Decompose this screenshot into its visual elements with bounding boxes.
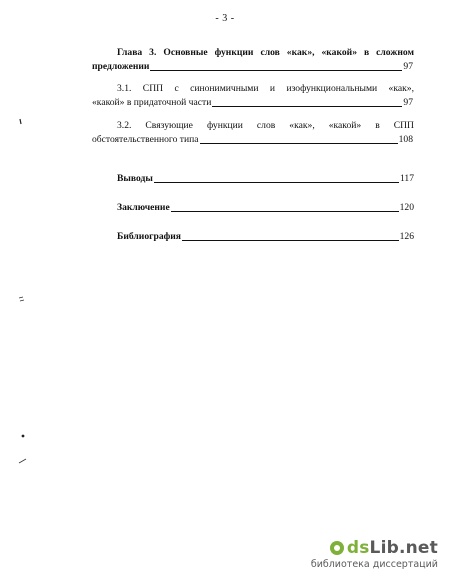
bibliography-row — [117, 231, 414, 243]
watermark-subtitle: библиотека диссертаций — [310, 559, 438, 570]
leader-line — [212, 106, 402, 107]
leader-line — [150, 70, 402, 71]
section-3-1-row — [92, 97, 413, 109]
conclusions-page: 117 — [399, 173, 414, 184]
watermark-logo — [311, 538, 438, 558]
conclusions-label: Выводы — [117, 173, 153, 184]
page-number: - 3 - — [215, 13, 235, 24]
conclusions-row — [117, 173, 414, 185]
chapter-page: 97 — [403, 61, 413, 72]
chapter-title-row — [92, 61, 413, 73]
section-3-1-page: 97 — [403, 97, 413, 108]
scan-mark-icon — [18, 457, 28, 465]
scan-mark-icon — [18, 296, 26, 304]
leader-line — [154, 182, 399, 183]
section-3-2-line2: обстоятельственного типа — [92, 134, 199, 145]
dslib-watermark[interactable] — [311, 538, 438, 570]
leader-line — [200, 143, 398, 144]
section-3-1-line2: «какой» в придаточной части — [92, 97, 212, 108]
scan-mark-icon — [20, 432, 26, 440]
scan-mark-icon — [18, 118, 24, 126]
chapter-title-line2: предложении — [92, 61, 150, 72]
section-3-1-line1: 3.1. СПП с синонимичными и изофункциональными «как», — [117, 83, 414, 94]
bibliography-page: 126 — [399, 231, 414, 242]
leader-line — [171, 211, 399, 212]
watermark-brand: dsLib.net — [346, 538, 438, 558]
conclusion-row — [117, 202, 414, 214]
section-3-2-line1: 3.2. Связующие функции слов «как», «какой» в СПП — [117, 120, 414, 131]
section-3-2-row — [92, 134, 413, 146]
dslib-logo-icon — [330, 541, 344, 555]
leader-line — [182, 240, 399, 241]
section-3-2-page: 108 — [398, 134, 413, 145]
bibliography-label: Библиография — [117, 231, 181, 242]
chapter-title-line1: Глава 3. Основные функции слов «как», «какой» в сложном — [117, 47, 414, 58]
conclusion-label: Заключение — [117, 202, 170, 213]
conclusion-page: 120 — [399, 202, 414, 213]
